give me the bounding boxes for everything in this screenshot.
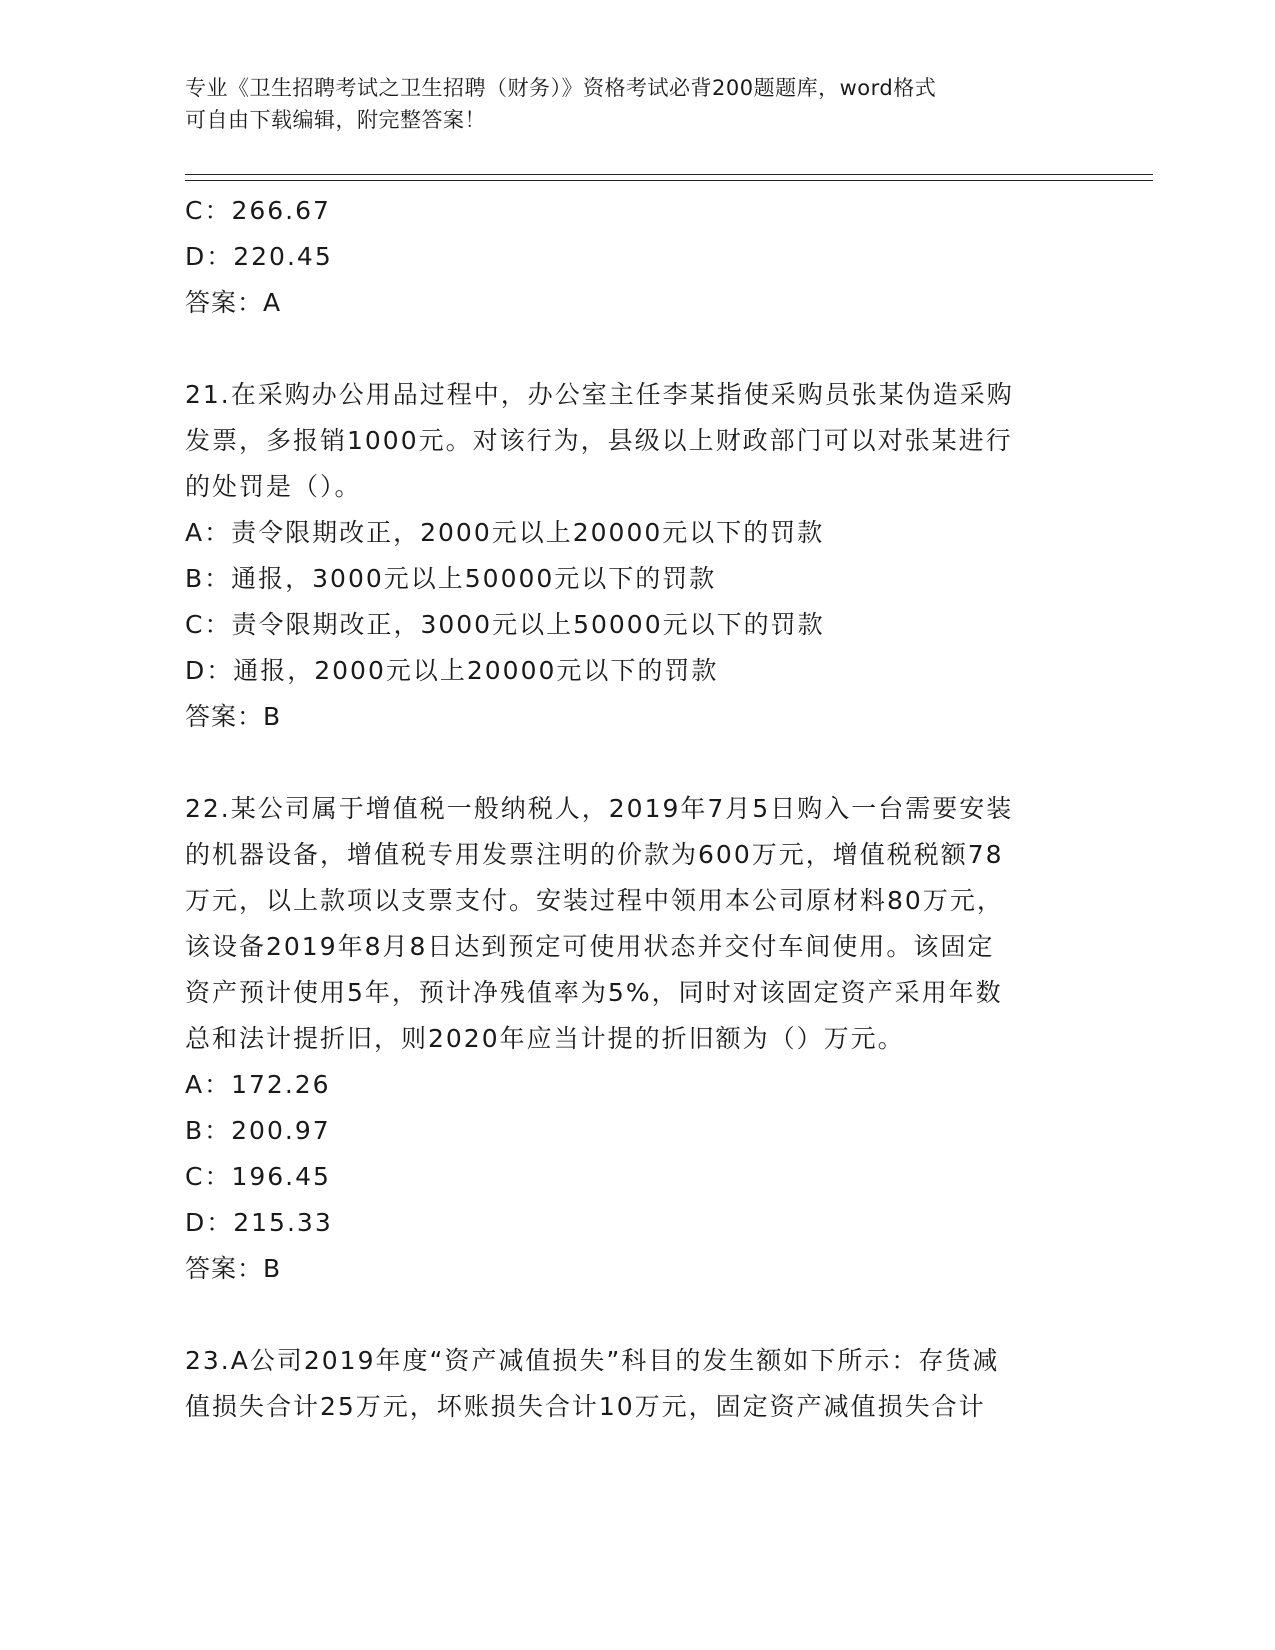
option-c: C：196.45: [185, 1162, 331, 1191]
question-stem-line: 21.在采购办公用品过程中，办公室主任李某指使采购员张某伪造采购: [185, 380, 1014, 409]
answer-line: 答案：A: [185, 288, 282, 317]
header-divider-bottom: [185, 180, 1153, 181]
option-c: C：266.67: [185, 196, 331, 225]
question-22: [185, 786, 1085, 1292]
question-stem-line: 资产预计使用5年，预计净残值率为5%，同时对该固定资产采用年数: [185, 978, 1003, 1007]
header-divider-top: [185, 174, 1153, 175]
option-c: C：责令限期改正，3000元以上50000元以下的罚款: [185, 610, 825, 639]
option-a: A：责令限期改正，2000元以上20000元以下的罚款: [185, 518, 825, 547]
header-title-line-2: 可自由下载编辑，附完整答案！: [185, 108, 486, 132]
option-a: A：172.26: [185, 1070, 331, 1099]
option-b: B：200.97: [185, 1116, 331, 1145]
spacer: [185, 740, 1085, 786]
answer-line: 答案：B: [185, 1254, 282, 1283]
option-d: D：215.33: [185, 1208, 333, 1237]
question-21: [185, 372, 1085, 740]
page-header: [185, 72, 1085, 136]
question-stem-line: 的处罚是（）。: [185, 472, 362, 501]
question-stem-line: 万元，以上款项以支票支付。安装过程中领用本公司原材料80万元，: [185, 886, 1004, 915]
option-d: D：220.45: [185, 242, 333, 271]
header-title-line-1: 专业《卫生招聘考试之卫生招聘（财务）》资格考试必背200题题库，word格式: [185, 76, 937, 100]
spacer: [185, 1292, 1085, 1338]
option-d: D：通报，2000元以上20000元以下的罚款: [185, 656, 719, 685]
answer-line: 答案：B: [185, 702, 282, 731]
spacer: [185, 326, 1085, 372]
question-stem-line: 发票，多报销1000元。对该行为，县级以上财政部门可以对张某进行: [185, 426, 1013, 455]
question-23: [185, 1338, 1085, 1430]
question-stem-line: 的机器设备，增值税专用发票注明的价款为600万元，增值税税额78: [185, 840, 1004, 869]
question-stem-line: 总和法计提折旧，则2020年应当计提的折旧额为（）万元。: [185, 1024, 905, 1053]
question-stem-line: 22.某公司属于增值税一般纳税人，2019年7月5日购入一台需要安装: [185, 794, 1014, 823]
question-content: [185, 188, 1085, 1430]
question-stem-line: 该设备2019年8月8日达到预定可使用状态并交付车间使用。该固定: [185, 932, 995, 961]
option-b: B：通报，3000元以上50000元以下的罚款: [185, 564, 717, 593]
previous-question-tail: [185, 188, 1085, 326]
question-stem-line: 23.A公司2019年度“资产减值损失”科目的发生额如下所示：存货减: [185, 1346, 1000, 1375]
question-stem-line: 值损失合计25万元，坏账损失合计10万元，固定资产减值损失合计: [185, 1392, 986, 1421]
